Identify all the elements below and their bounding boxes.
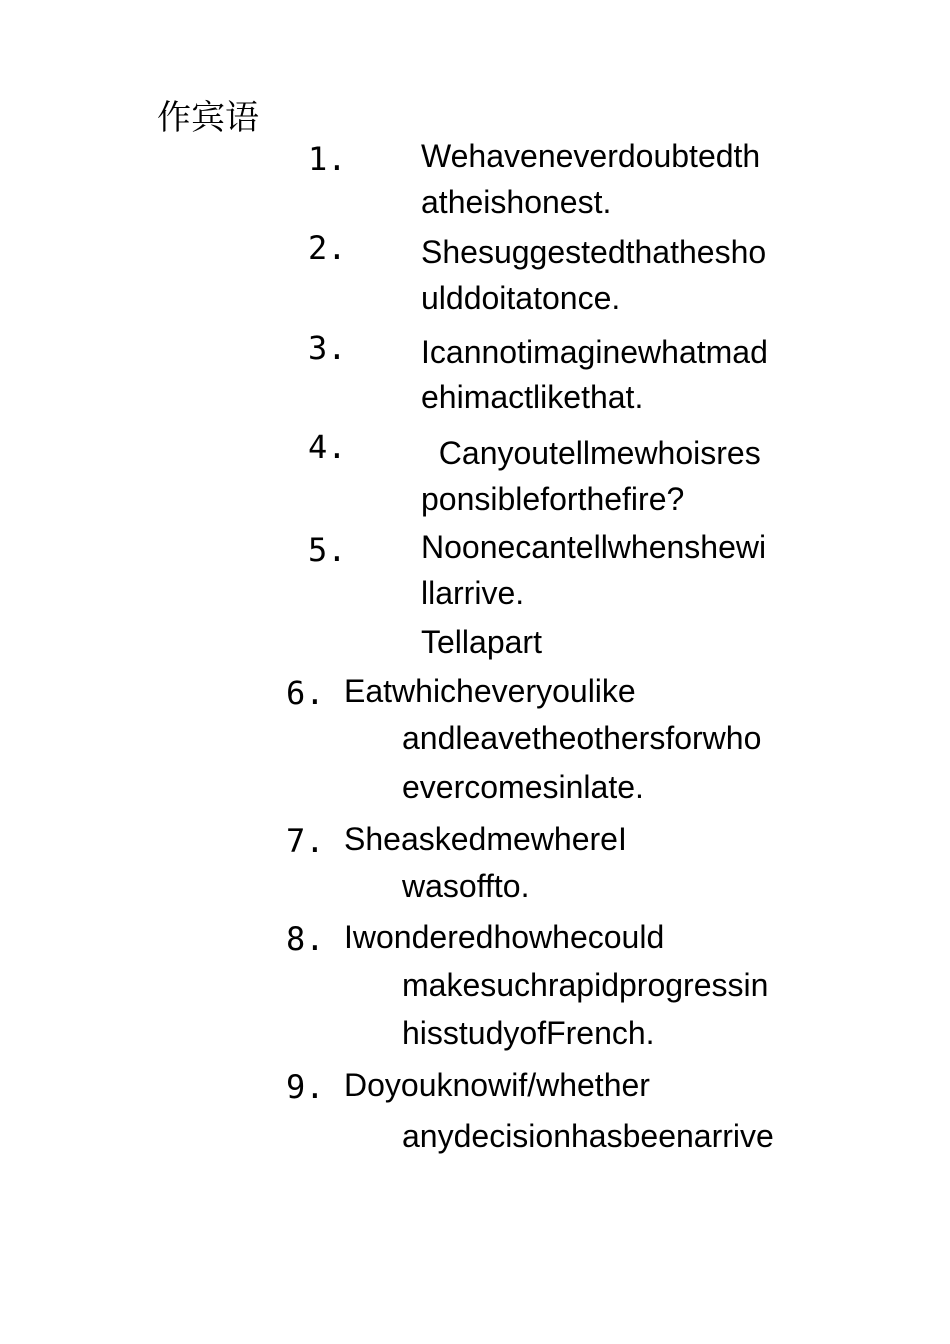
item-number: 9. <box>286 1068 325 1106</box>
item-text-line: evercomesinlate. <box>402 769 644 805</box>
item-text-line: Shesuggestedthathesho <box>421 234 767 270</box>
item-text-line: wasoffto. <box>402 868 530 904</box>
item-text-line: ulddoitatonce. <box>421 280 621 316</box>
item-text-line: hisstudyofFrench. <box>402 1015 655 1051</box>
item-text-line: ehimactlikethat. <box>421 379 644 415</box>
item-text-line: Doyouknowif/whether <box>344 1067 650 1103</box>
item-text-line: Noonecantellwhenshewi <box>421 529 767 565</box>
item-text-line: ponsibleforthefire? <box>421 481 685 517</box>
item-text-line: anydecisionhasbeenarrive <box>402 1118 774 1154</box>
item-text-line: SheaskedmewhereI <box>344 821 627 857</box>
item-text-line: Eatwhicheveryoulike <box>344 673 636 709</box>
item-text-line: llarrive. <box>421 575 525 611</box>
item-text-line: Iwonderedhowhecould <box>344 919 665 955</box>
item-number: 6. <box>286 674 325 712</box>
item-text-line: Icannotimaginewhatmad <box>421 334 768 370</box>
item-number: 1. <box>308 140 347 178</box>
item-text-line: Tellapart <box>421 624 542 660</box>
item-number: 2. <box>308 229 347 267</box>
item-text-line: andleavetheothersforwho <box>402 720 762 756</box>
item-text-line: atheishonest. <box>421 184 612 220</box>
item-text-line: Canyoutellmewhoisres <box>421 435 761 471</box>
item-number: 4. <box>308 428 347 466</box>
item-number: 5. <box>308 531 347 569</box>
section-heading: 作宾语 <box>157 98 259 138</box>
item-text-line: Wehaveneverdoubtedth <box>421 138 761 174</box>
item-text-line: makesuchrapidprogressin <box>402 967 769 1003</box>
item-number: 3. <box>308 329 347 367</box>
item-number: 7. <box>286 822 325 860</box>
item-number: 8. <box>286 920 325 958</box>
